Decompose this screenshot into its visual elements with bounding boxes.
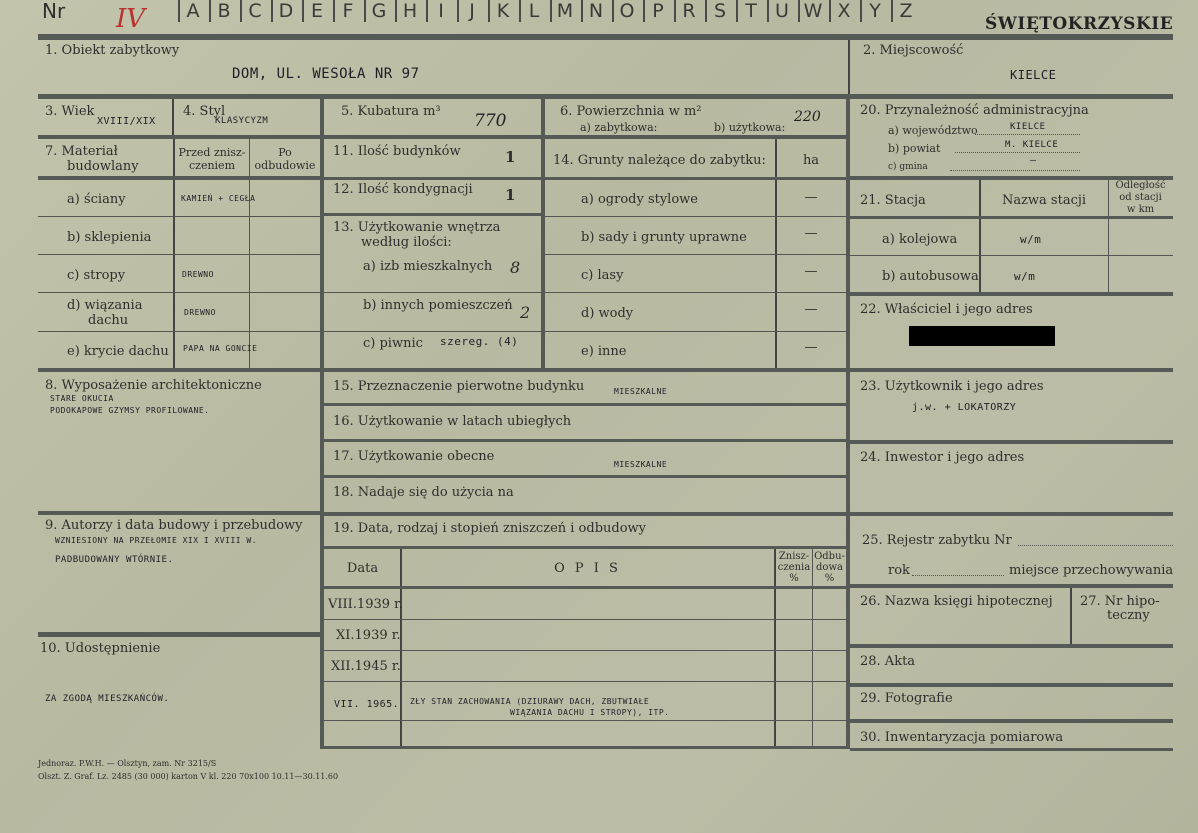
letter-separator (209, 0, 211, 22)
f7-row-a-before: KAMIEŃ + CEGŁA (181, 194, 256, 203)
index-letter-m: M (556, 0, 576, 22)
f21-b-value: w/m (1014, 270, 1036, 283)
f8-line-1: STARE OKUCIA (50, 394, 114, 403)
f17-label: 17. Użytkowanie obecne (333, 449, 495, 464)
f19-col-destr-3: % (789, 573, 799, 584)
index-letter-d: D (278, 0, 296, 22)
f3-value: XVIII/XIX (97, 116, 156, 127)
f25-rok: rok (888, 563, 910, 578)
f11-value: 1 (505, 148, 516, 166)
f19-row-3-date: XII.1945 r. (331, 659, 401, 674)
f28-label: 28. Akta (860, 654, 916, 669)
f13-a-label: a) izb mieszkalnych (363, 259, 493, 274)
f19-col-rebuild-3: % (824, 573, 835, 584)
letter-separator (519, 0, 521, 22)
f7-row-c-label: c) stropy (67, 268, 126, 283)
letter-separator (860, 0, 862, 22)
f14-row-d-label: d) wody (581, 306, 634, 321)
index-letter-g: G (371, 0, 389, 22)
f21-label: 21. Stacja (860, 193, 926, 208)
f8-label: 8. Wyposażenie architektoniczne (45, 378, 262, 393)
f14-row-a-label: a) ogrody stylowe (581, 192, 698, 207)
letter-separator (240, 0, 242, 22)
f20-b-value: M. KIELCE (1005, 140, 1059, 150)
f20-label: 20. Przynależność administracyjna (860, 103, 1089, 118)
letter-separator (271, 0, 273, 22)
f19-row-4-desc-1: ZŁY STAN ZACHOWANIA (DZIURAWY DACH, ZBUTWIAŁE (410, 697, 650, 706)
index-letter-i: I (438, 0, 446, 22)
f7-col-after-2: odbudowie (254, 159, 316, 172)
f21-col-name: Nazwa stacji (1001, 193, 1087, 208)
f21-col-dist-3: w km (1126, 204, 1155, 215)
f8-line-2: PODOKAPOWE GZYMSY PROFILOWANE. (50, 406, 210, 415)
f7-row-d-label-2: dachu (88, 313, 129, 328)
f14-row-c-label: c) lasy (581, 268, 624, 283)
f4-label: 4. Styl (183, 104, 226, 119)
f13-b-label: b) innych pomieszczeń (363, 298, 513, 313)
letter-separator (612, 0, 614, 22)
f13-a-value: 8 (510, 258, 521, 277)
f7-col-after-1: Po (278, 146, 292, 159)
index-letter-a: A (186, 0, 202, 22)
letter-separator (705, 0, 707, 22)
f19-label: 19. Data, rodzaj i stopień zniszczeń i odbudowy (333, 521, 647, 536)
index-letter-t: T (745, 0, 759, 22)
f19-col-rebuild-1: Odbu- (814, 551, 845, 562)
letter-separator (426, 0, 428, 22)
index-letter-o: O (619, 0, 637, 22)
f19-row-2-date: XI.1939 r. (336, 628, 401, 643)
f14-row-a-value: — (804, 190, 818, 205)
f7-col-before-2: czeniem (188, 159, 235, 172)
f13-c-label: c) piwnic (363, 336, 423, 351)
f14-label: 14. Grunty należące do zabytku: (553, 153, 766, 168)
letter-separator (364, 0, 366, 22)
f6-b-value: 220 (794, 109, 821, 125)
f21-a-label: a) kolejowa (882, 232, 958, 247)
f10-value: ZA ZGODĄ MIESZKAŃCÓW. (45, 694, 170, 704)
f25-label: 25. Rejestr zabytku Nr (862, 533, 1012, 548)
f20-c-label: c) gmina (888, 162, 928, 172)
index-letter-x: X (837, 0, 853, 22)
index-letter-h: H (402, 0, 420, 22)
f19-col-desc: O P I S (554, 561, 621, 576)
f7-label-1: 7. Materiał (45, 144, 118, 159)
f14-row-e-value: — (804, 340, 818, 355)
f5-value: 770 (474, 111, 507, 131)
f17-value: MIESZKALNE (614, 460, 668, 469)
f29-label: 29. Fotografie (860, 691, 953, 706)
index-letter-p: P (652, 0, 666, 22)
f20-a-value: KIELCE (1010, 122, 1046, 132)
f7-col-before-1: Przed znisz- (178, 146, 246, 159)
footer-line-2: Olszt. Z. Graf. Lz. 2485 (30 000) karton V kl. 220 70x100 10.11—30.11.60 (38, 772, 339, 781)
letter-separator (767, 0, 769, 22)
f19-row-4-date: VII. 1965. (334, 699, 400, 710)
letter-separator (736, 0, 738, 22)
f7-row-e-label: e) krycie dachu (67, 344, 169, 359)
letter-separator (798, 0, 800, 22)
f14-row-b-label: b) sady i grunty uprawne (581, 230, 747, 245)
f24-label: 24. Inwestor i jego adres (860, 450, 1025, 465)
f9-line-2: PADBUDOWANY WTÓRNIE. (55, 555, 174, 565)
f12-value: 1 (505, 186, 516, 204)
letter-separator (643, 0, 645, 22)
f21-b-label: b) autobusowa (882, 269, 979, 284)
f21-col-dist-1: Odległość (1115, 180, 1166, 191)
f19-col-destr-2: czenia (777, 562, 811, 573)
f23-value: j.w. + LOKATORZY (912, 402, 1017, 413)
f9-label: 9. Autorzy i data budowy i przebudowy (45, 518, 303, 533)
f6-a-label: a) zabytkowa: (580, 121, 658, 134)
f13-b-value: 2 (520, 303, 531, 322)
f7-row-d-label-1: d) wiązania (67, 298, 143, 313)
nr-value: IV (116, 4, 146, 34)
f2-value: KIELCE (1010, 68, 1057, 82)
f16-label: 16. Użytkowanie w latach ubiegłych (333, 414, 572, 429)
f19-col-destr-1: Znisz- (778, 551, 810, 562)
f27-label-2: teczny (1107, 608, 1150, 623)
f11-label: 11. Ilość budynków (333, 144, 461, 159)
f22-label: 22. Właściciel i jego adres (860, 302, 1033, 317)
letter-separator (581, 0, 583, 22)
f7-label-2: budowlany (67, 159, 139, 174)
f27-label-1: 27. Nr hipo- (1080, 594, 1160, 609)
f14-row-b-value: — (804, 226, 818, 241)
redacted-owner-address (909, 326, 1055, 346)
index-letter-y: Y (869, 0, 883, 22)
footer-line-1: Jednoraz. P.W.H. — Olsztyn, zam. Nr 3215/S (38, 759, 217, 768)
letter-separator (891, 0, 893, 22)
f23-label: 23. Użytkownik i jego adres (860, 379, 1044, 394)
f18-label: 18. Nadaje się do użycia na (333, 485, 514, 500)
f26-label: 26. Nazwa księgi hipotecznej (860, 594, 1053, 609)
f20-c-value: — (1030, 155, 1037, 166)
index-letter-j: J (469, 0, 477, 22)
letter-separator (395, 0, 397, 22)
letter-separator (333, 0, 335, 22)
f14-unit: ha (802, 153, 820, 168)
f7-row-a-label: a) ściany (67, 192, 126, 207)
f13-c-value: szereg. (4) (440, 335, 519, 348)
f20-b-label: b) powiat (888, 142, 941, 155)
index-letter-l: L (528, 0, 542, 22)
letter-separator (829, 0, 831, 22)
index-letter-k: K (496, 0, 512, 22)
f5-label: 5. Kubatura m³ (341, 104, 441, 119)
nr-label: Nr (42, 0, 66, 23)
f13-label-2: według ilości: (361, 235, 452, 250)
f7-row-e-before: PAPA NA GONCIE (183, 344, 258, 353)
f14-row-e-label: e) inne (581, 344, 627, 359)
voivodeship-label: ŚWIĘTOKRZYSKIE (985, 14, 1174, 34)
f19-row-1-date: VIII.1939 r. (328, 597, 404, 612)
index-letter-e: E (310, 0, 325, 22)
f19-col-rebuild-2: dowa (816, 562, 843, 573)
letter-separator (550, 0, 552, 22)
f21-col-dist-2: od stacji (1119, 192, 1162, 203)
f30-label: 30. Inwentaryzacja pomiarowa (860, 730, 1064, 745)
f25-place: miejsce przechowywania (1009, 563, 1174, 578)
f9-line-1: WZNIESIONY NA PRZEŁOMIE XIX I XVIII W. (55, 536, 258, 545)
letter-separator (457, 0, 459, 22)
index-letter-s: S (713, 0, 729, 22)
f4-value: KLASYCYZM (215, 116, 269, 126)
f7-row-b-label: b) sklepienia (67, 230, 152, 245)
letter-separator (178, 0, 180, 22)
f13-label-1: 13. Użytkowanie wnętrza (333, 220, 501, 235)
f1-label: 1. Obiekt zabytkowy (45, 43, 180, 58)
index-letter-f: F (342, 0, 356, 22)
index-letter-n: N (588, 0, 606, 22)
f14-row-d-value: — (804, 302, 818, 317)
f10-label: 10. Udostępnienie (40, 641, 161, 656)
letter-separator (674, 0, 676, 22)
f19-col-date: Data (346, 561, 379, 576)
f12-label: 12. Ilość kondygnacji (333, 182, 473, 197)
letter-separator (302, 0, 304, 22)
index-letter-w: W (803, 0, 825, 22)
f6-label: 6. Powierzchnia w m² (560, 104, 702, 119)
f1-value: DOM, UL. WESOŁA NR 97 (232, 66, 420, 82)
f7-row-d-before: DREWNO (184, 308, 216, 317)
f15-value: MIESZKALNE (614, 387, 668, 396)
index-letter-c: C (248, 0, 264, 22)
f15-label: 15. Przeznaczenie pierwotne budynku (333, 379, 585, 394)
index-letter-z: Z (899, 0, 915, 22)
f14-row-c-value: — (804, 264, 818, 279)
f20-a-label: a) województwo (888, 124, 978, 137)
f21-a-value: w/m (1020, 233, 1042, 246)
letter-separator (488, 0, 490, 22)
f6-b-label: b) użytkowa: (714, 121, 786, 134)
index-letter-r: R (682, 0, 698, 22)
index-letter-b: B (217, 0, 233, 22)
f7-row-c-before: DREWNO (182, 270, 214, 279)
index-letter-u: U (775, 0, 791, 22)
f3-label: 3. Wiek (45, 104, 95, 119)
f19-row-4-desc-2: WIĄZANIA DACHU I STROPY), ITP. (510, 708, 670, 717)
f2-label: 2. Miejscowość (863, 43, 964, 58)
